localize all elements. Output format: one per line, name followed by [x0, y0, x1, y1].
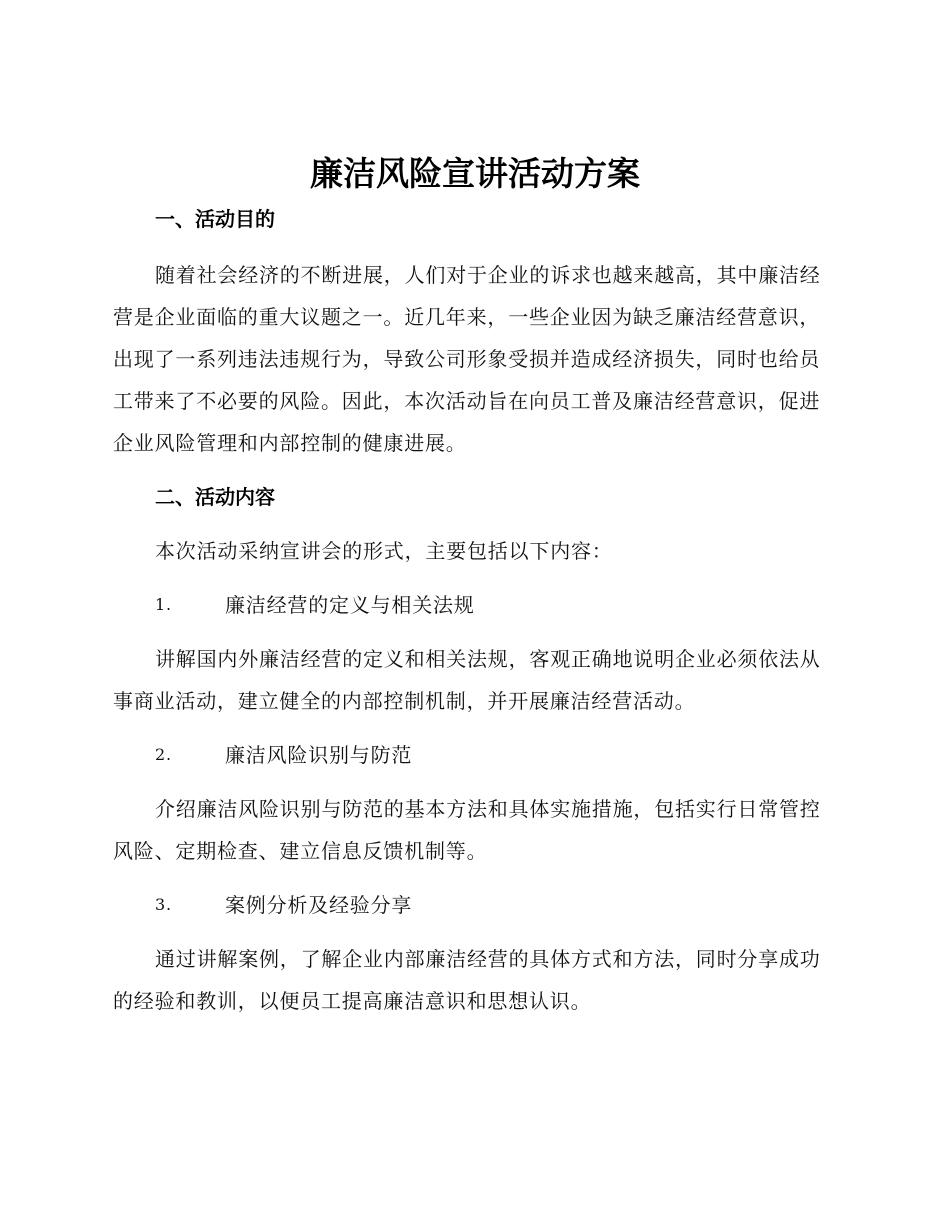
list-item-title — [113, 584, 839, 626]
document-body — [113, 198, 839, 1022]
section-heading-content: 二、活动内容 — [155, 485, 275, 509]
list-item-heading: 廉洁经营的定义与相关法规 — [225, 593, 475, 617]
list-item-body: 讲解国内外廉洁经营的定义和相关法规，客观正确地说明企业必须依法从事商业活动，建立健全的内部控制机制，并开展廉洁经营活动。 — [113, 647, 821, 713]
document-title: 廉洁风险宣讲活动方案 — [310, 154, 640, 193]
list-item-number: 3. — [155, 895, 172, 914]
list-item-title — [113, 884, 839, 926]
list-item-body: 通过讲解案例，了解企业内部廉洁经营的具体方式和方法，同时分享成功的经验和教训，以便员工提高廉洁意识和思想认识。 — [113, 947, 821, 1013]
list-item-number: 2. — [155, 745, 172, 764]
list-item-heading: 案例分析及经验分享 — [225, 893, 413, 917]
content-intro: 本次活动采纳宣讲会的形式，主要包括以下内容： — [155, 539, 613, 563]
list-item-body: 介绍廉洁风险识别与防范的基本方法和具体实施措施，包括实行日常管控风险、定期检查、建立信息反馈机制等。 — [113, 797, 821, 863]
list-item-heading: 廉洁风险识别与防范 — [225, 743, 413, 767]
purpose-paragraph: 随着社会经济的不断进展，人们对于企业的诉求也越来越高，其中廉洁经营是企业面临的重大议题之一。近几年来，一些企业因为缺乏廉洁经营意识，出现了一系列违法违规行为，导致公司形象受损并造成经济损失，同时也给员工带来了不必要的风险。因此，本次活动旨在向员工普及廉洁经营意识，促进企业风险管理和内部控制的健康进展。 — [113, 263, 821, 455]
list-item-title — [113, 734, 839, 776]
section-heading-purpose: 一、活动目的 — [155, 207, 275, 231]
list-item-number: 1. — [155, 595, 172, 614]
